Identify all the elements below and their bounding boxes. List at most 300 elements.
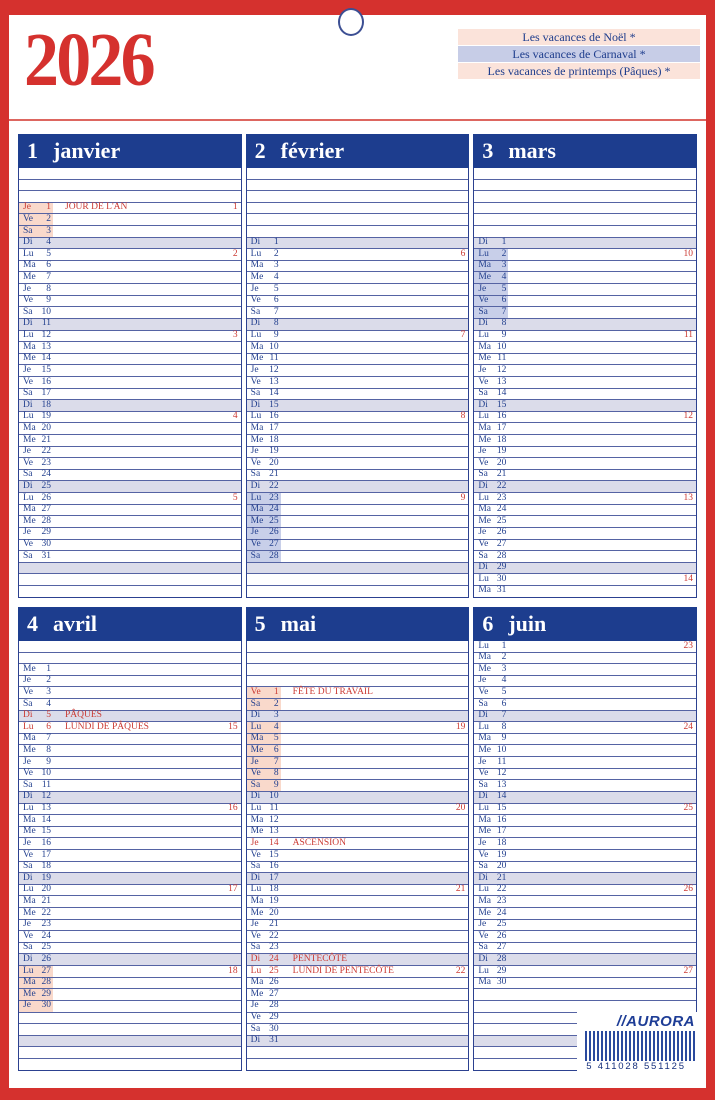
weekday-label: Me (23, 745, 36, 756)
weekday-label: Ma (478, 341, 492, 352)
weekday-label: Ve (478, 849, 489, 860)
weekday-label: Ve (23, 768, 34, 779)
day-label (474, 838, 508, 849)
day-label (19, 354, 53, 365)
day-label (247, 551, 281, 562)
day-label (19, 249, 53, 260)
weekday-label: Ve (250, 1012, 261, 1023)
day-label (474, 687, 508, 698)
day-number: 25 (41, 481, 51, 491)
weekday-label: Ve (23, 686, 34, 697)
day-row (474, 435, 696, 447)
day-number: 18 (496, 434, 507, 445)
weekday-label: Sa (250, 306, 261, 317)
weekday-label: Sa (478, 550, 488, 561)
divider-line (9, 119, 706, 121)
day-label (474, 757, 508, 768)
day-row (19, 745, 241, 757)
weekday-label: Di (23, 318, 33, 329)
day-label (19, 435, 53, 446)
holiday-label: LUNDI DE PÂQUES (65, 721, 149, 732)
day-number: 24 (496, 504, 507, 515)
day-row (247, 780, 469, 792)
day-label (474, 296, 508, 307)
week-number: 3 (232, 330, 238, 341)
day-row (247, 319, 469, 331)
day-row (247, 400, 469, 412)
weekday-label: Lu (478, 721, 489, 732)
day-number: 30 (41, 1000, 51, 1011)
weekday-label: Di (250, 872, 261, 883)
day-number: 14 (496, 791, 507, 802)
weekday-label: Sa (23, 698, 33, 709)
day-number: 30 (269, 1023, 279, 1034)
day-row (474, 722, 696, 734)
day-row (474, 699, 696, 711)
day-number: 1 (273, 686, 279, 697)
weekday-label: Di (250, 399, 261, 410)
day-number: 28 (269, 1000, 279, 1011)
weekday-label: Di (250, 481, 261, 491)
week-number: 26 (683, 884, 694, 895)
day-number: 5 (273, 283, 279, 294)
month-header-février (246, 134, 470, 168)
day-row (474, 528, 696, 540)
day-number: 31 (496, 585, 507, 596)
day-number: 27 (41, 504, 51, 515)
day-label (474, 873, 508, 884)
day-row (19, 734, 241, 746)
day-number: 20 (496, 457, 507, 468)
day-number: 29 (496, 562, 507, 573)
weekday-label: Je (478, 837, 487, 848)
day-label (247, 687, 281, 698)
day-label (247, 389, 281, 400)
day-number: 22 (269, 481, 279, 491)
day-row (474, 365, 696, 377)
day-number: 20 (496, 861, 507, 872)
day-label (247, 516, 281, 527)
day-label (247, 734, 281, 745)
day-row (19, 711, 241, 723)
empty-row (474, 214, 696, 226)
day-row (247, 423, 469, 435)
day-number: 8 (501, 721, 507, 732)
day-number: 2 (501, 248, 507, 259)
day-row (247, 850, 469, 862)
week-number: 13 (683, 492, 694, 503)
legend-item-label: Les vacances de Noël * (522, 29, 636, 44)
weekday-label: Sa (23, 306, 33, 317)
day-number: 23 (269, 942, 279, 953)
weekday-label: Me (478, 745, 492, 756)
day-label (19, 943, 53, 954)
day-label (19, 423, 53, 434)
day-row (247, 261, 469, 273)
weekday-label: Sa (250, 550, 261, 561)
day-number: 13 (41, 341, 51, 352)
weekday-label: Di (23, 481, 33, 491)
day-label (474, 676, 508, 687)
month-column-février (246, 134, 470, 598)
weekday-label: Sa (250, 1023, 261, 1034)
day-label (19, 447, 53, 458)
weekday-label: Ma (478, 422, 492, 433)
weekday-label: Ma (23, 504, 36, 515)
day-label (19, 365, 53, 376)
day-row (474, 423, 696, 435)
day-number: 17 (269, 422, 279, 433)
day-number: 10 (41, 768, 51, 779)
weekday-label: Ma (250, 977, 264, 988)
empty-row (19, 1047, 241, 1059)
holiday-label: FÊTE DU TRAVAIL (292, 686, 373, 697)
legend-item-carnaval (458, 46, 700, 62)
weekday-label: Di (478, 710, 488, 721)
weekday-label: Sa (23, 942, 33, 953)
day-row (19, 307, 241, 319)
weekday-label: Sa (478, 861, 488, 872)
empty-row (474, 168, 696, 180)
day-number: 27 (269, 539, 279, 550)
day-label (19, 481, 53, 492)
weekday-label: Ve (250, 849, 261, 860)
day-number: 9 (501, 330, 507, 341)
day-row (19, 319, 241, 331)
day-number: 2 (273, 248, 279, 259)
day-row (474, 261, 696, 273)
day-number: 8 (46, 283, 51, 294)
day-number: 15 (41, 826, 51, 837)
day-label (247, 481, 281, 492)
day-row (474, 249, 696, 261)
day-label (247, 780, 281, 791)
weekday-label: Ve (23, 376, 34, 387)
weekday-label: Di (478, 237, 488, 248)
day-label (247, 989, 281, 1000)
day-number: 8 (501, 318, 507, 329)
day-label (474, 954, 508, 965)
day-number: 25 (496, 919, 507, 930)
week-number: 19 (455, 721, 466, 732)
day-label (19, 284, 53, 295)
weekday-label: Me (250, 988, 264, 999)
day-row (247, 908, 469, 920)
weekday-label: Lu (478, 330, 489, 341)
day-number: 26 (41, 492, 51, 503)
day-number: 12 (269, 364, 279, 375)
day-row (19, 687, 241, 699)
weekday-label: Sa (478, 942, 488, 953)
weekday-label: Di (250, 237, 261, 248)
day-number: 16 (41, 376, 51, 387)
empty-row (247, 563, 469, 575)
empty-row (19, 586, 241, 597)
weekday-label: Di (478, 954, 488, 964)
week-number: 15 (228, 721, 238, 732)
day-row (247, 516, 469, 528)
empty-row (247, 203, 469, 215)
day-number: 19 (496, 446, 507, 457)
weekday-label: Me (478, 272, 492, 283)
holiday-label: JOUR DE L'AN (65, 202, 128, 213)
day-label (474, 354, 508, 365)
day-row (19, 966, 241, 978)
day-label (19, 804, 53, 815)
day-label (19, 873, 53, 884)
weekday-label: Je (23, 919, 31, 930)
day-number: 25 (41, 942, 51, 953)
day-label (474, 943, 508, 954)
day-label (247, 319, 281, 330)
day-label (19, 827, 53, 838)
day-number: 3 (273, 710, 279, 721)
empty-row (19, 574, 241, 586)
day-number: 16 (41, 837, 51, 848)
day-row (247, 943, 469, 955)
day-number: 27 (496, 942, 507, 953)
week-number: 1 (232, 202, 238, 213)
day-number: 17 (41, 849, 51, 860)
weekday-label: Sa (478, 306, 488, 317)
day-row (474, 586, 696, 597)
weekday-label: Je (23, 756, 31, 767)
weekday-label: Me (250, 907, 264, 918)
month-column-avril (18, 607, 242, 1071)
day-number: 21 (496, 872, 507, 883)
day-number: 18 (41, 861, 51, 872)
day-label (474, 769, 508, 780)
weekday-label: Sa (23, 550, 33, 561)
day-number: 13 (496, 376, 507, 387)
day-number: 26 (496, 527, 507, 538)
day-label (247, 699, 281, 710)
weekday-label: Ma (478, 814, 492, 825)
weekday-label: Ma (23, 341, 36, 352)
weekday-label: Ma (478, 895, 492, 906)
day-number: 5 (46, 248, 51, 259)
weekday-label: Me (478, 434, 492, 445)
week-number: 23 (683, 640, 694, 651)
weekday-label: Lu (250, 248, 262, 259)
day-label (247, 458, 281, 469)
weekday-label: Je (250, 837, 259, 848)
day-number: 10 (269, 791, 279, 802)
week-number: 10 (683, 248, 694, 259)
day-number: 6 (501, 295, 507, 306)
day-row (247, 435, 469, 447)
empty-row (474, 1001, 696, 1013)
day-row (247, 447, 469, 459)
weekday-label: Ma (250, 814, 264, 825)
day-number: 26 (496, 930, 507, 941)
day-label (247, 943, 281, 954)
day-row (474, 827, 696, 839)
day-row (19, 447, 241, 459)
day-number: 28 (496, 550, 507, 561)
day-row (474, 458, 696, 470)
day-label (474, 653, 508, 664)
weekday-label: Ve (250, 768, 261, 779)
day-label (247, 792, 281, 803)
day-number: 4 (501, 272, 507, 283)
empty-row (19, 168, 241, 180)
day-row (19, 238, 241, 250)
day-label (474, 885, 508, 896)
weekday-label: Sa (23, 861, 33, 872)
day-label (247, 377, 281, 388)
day-number: 24 (496, 907, 507, 918)
day-label (474, 493, 508, 504)
holiday-label: PENTECÔTE (292, 954, 348, 964)
empty-row (474, 180, 696, 192)
day-label (19, 307, 53, 318)
day-number: 13 (41, 803, 51, 814)
frame-left (0, 0, 9, 1100)
weekday-label: Ve (23, 930, 34, 941)
day-number: 26 (269, 527, 279, 538)
day-label (247, 827, 281, 838)
day-label (19, 850, 53, 861)
day-label (19, 838, 53, 849)
weekday-label: Lu (478, 573, 489, 584)
empty-row (19, 1013, 241, 1025)
day-row (474, 885, 696, 897)
day-label (247, 862, 281, 873)
day-label (19, 238, 53, 249)
day-row (19, 493, 241, 505)
year-title: 2026 (24, 18, 153, 102)
empty-row (247, 1047, 469, 1059)
weekday-label: Lu (250, 330, 262, 341)
day-label (247, 354, 281, 365)
day-number: 22 (496, 481, 507, 491)
weekday-label: Je (478, 283, 487, 294)
weekday-label: Ve (478, 768, 489, 779)
day-label (474, 249, 508, 260)
day-row (247, 757, 469, 769)
day-row (19, 516, 241, 528)
day-label (474, 470, 508, 481)
weekday-label: Ve (23, 295, 34, 306)
day-row (19, 862, 241, 874)
day-row (247, 1013, 469, 1025)
day-row (19, 885, 241, 897)
weekday-label: Lu (250, 411, 262, 422)
day-row (19, 838, 241, 850)
day-row (19, 435, 241, 447)
day-number: 19 (41, 411, 51, 422)
week-number: 18 (228, 965, 238, 976)
day-label (19, 331, 53, 342)
day-row (474, 331, 696, 343)
weekday-label: Ma (23, 260, 36, 271)
day-row (19, 1001, 241, 1013)
day-label (19, 319, 53, 330)
day-label (474, 664, 508, 675)
day-row (474, 676, 696, 688)
day-row (19, 214, 241, 226)
day-label (19, 745, 53, 756)
day-row (474, 377, 696, 389)
weekday-label: Ma (23, 814, 36, 825)
day-row (19, 664, 241, 676)
day-row (474, 447, 696, 459)
day-row (19, 354, 241, 366)
weekday-label: Sa (250, 698, 261, 709)
weekday-label: Ve (23, 849, 34, 860)
day-row (247, 377, 469, 389)
weekday-label: Lu (478, 248, 489, 259)
day-number: 14 (269, 837, 279, 848)
weekday-label: Di (478, 791, 488, 802)
weekday-label: Lu (478, 884, 489, 895)
weekday-label: Lu (23, 884, 34, 895)
day-number: 24 (41, 930, 51, 941)
day-label (247, 272, 281, 283)
weekday-label: Lu (478, 803, 489, 814)
weekday-label: Lu (250, 884, 262, 895)
weekday-label: Je (250, 527, 259, 538)
month-name: juin (508, 611, 547, 636)
weekday-label: Je (23, 527, 31, 538)
weekday-label: Sa (250, 942, 261, 953)
weekday-label: Ma (250, 260, 264, 271)
day-number: 11 (269, 803, 279, 814)
day-row (247, 412, 469, 424)
day-row (474, 238, 696, 250)
day-row (19, 943, 241, 955)
day-label (19, 885, 53, 896)
day-number: 31 (41, 550, 51, 561)
day-number: 23 (496, 492, 507, 503)
day-number: 16 (496, 411, 507, 422)
day-row (474, 296, 696, 308)
weekday-label: Me (478, 907, 492, 918)
day-row (247, 827, 469, 839)
weekday-label: Ma (250, 422, 264, 433)
weekday-label: Sa (478, 388, 488, 399)
day-label (474, 745, 508, 756)
day-row (247, 331, 469, 343)
day-label (474, 400, 508, 411)
weekday-label: Je (250, 364, 259, 375)
day-row (474, 319, 696, 331)
day-label (474, 734, 508, 745)
day-label (19, 377, 53, 388)
day-row (19, 296, 241, 308)
weekday-label: Lu (23, 492, 34, 503)
day-row (19, 722, 241, 734)
day-number: 10 (496, 745, 507, 756)
week-number: 27 (683, 965, 694, 976)
week-number: 16 (228, 803, 238, 814)
weekday-label: Je (478, 364, 487, 375)
weekday-label: Ma (250, 733, 264, 744)
weekday-label: Ve (23, 213, 34, 224)
day-row (19, 978, 241, 990)
weekday-label: Ma (23, 977, 36, 988)
weekday-label: Ma (478, 652, 492, 663)
day-label (19, 296, 53, 307)
weekday-label: Ve (250, 376, 261, 387)
day-row (19, 954, 241, 966)
day-label (474, 780, 508, 791)
day-row (19, 769, 241, 781)
day-label (19, 711, 53, 722)
day-label (474, 284, 508, 295)
weekday-label: Me (250, 745, 264, 756)
